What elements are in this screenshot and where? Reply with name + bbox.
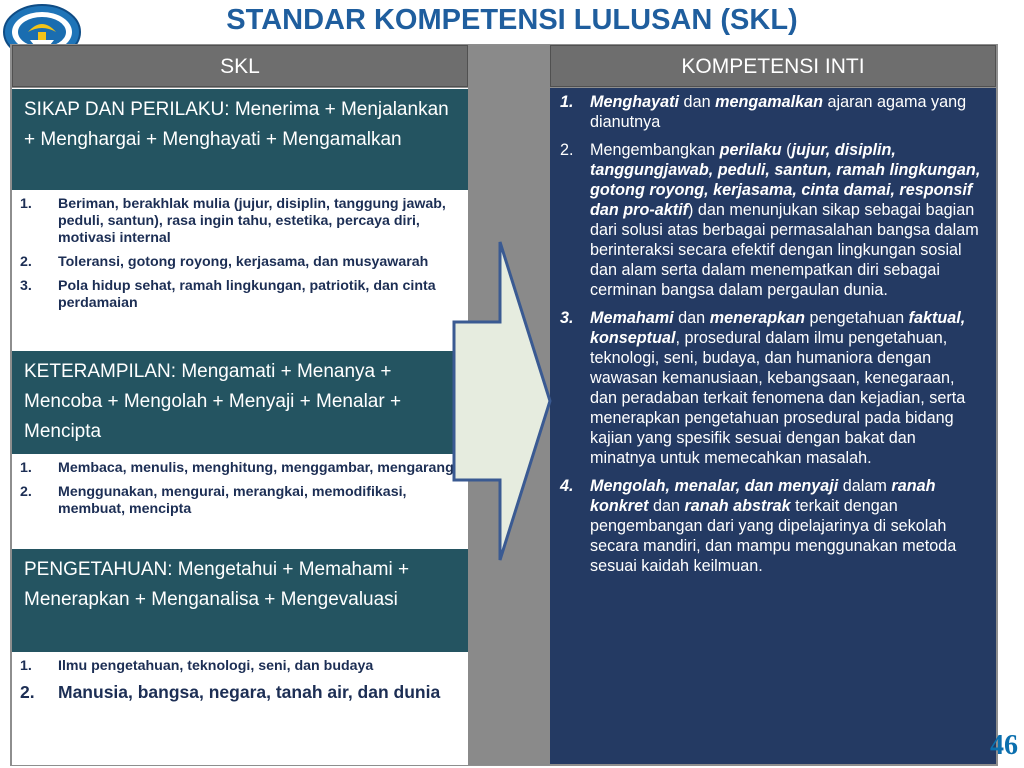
section-sikap-heading: SIKAP DAN PERILAKU: Menerima + Menjalankan + Menghargai + Menghayati + Mengamalkan [12,88,468,190]
ki-item: 4. Mengolah, menalar, dan menyaji dalam ranah konkret dan ranah abstrak terkait dengan pengembangan dari yang dipelajarinya di sekolah secara mandiri, dan mampu menggunakan metoda sesuai kaidah keilmuan. [560,477,957,575]
right-arrow-icon [450,238,554,564]
page-number: 46 [990,730,1018,761]
list-item: 1. Ilmu pengetahuan, teknologi, seni, dan budaya [20,658,374,674]
ki-item: 1. Menghayati dan mengamalkan ajaran agama yang dianutnya [560,93,967,131]
list-item: 1. Membaca, menulis, menghitung, menggambar, mengarang [20,460,454,476]
list-item: 2. Manusia, bangsa, negara, tanah air, dan dunia [20,682,441,702]
list-item: 2. Menggunakan, mengurai, merangkai, memodifikasi, membuat, mencipta [20,484,407,517]
page-title: STANDAR KOMPETENSI LULUSAN (SKL) [226,4,798,36]
section-pengetahuan-list [12,652,468,765]
kompetensi-inti-panel [550,88,996,764]
section-keterampilan-heading: KETERAMPILAN: Mengamati + Menanya + Mencoba + Mengolah + Menyaji + Menalar + Mencipta [12,350,468,454]
section-pengetahuan-heading: PENGETAHUAN: Mengetahui + Memahami + Menerapkan + Menganalisa + Mengevaluasi [12,548,468,652]
section-sikap-list [12,190,468,350]
list-item: 2. Toleransi, gotong royong, kerjasama, dan musyawarah [20,254,429,270]
section-keterampilan-list [12,454,468,548]
header-kompetensi-inti: KOMPETENSI INTI [550,45,996,87]
ki-item: 2. Mengembangkan perilaku (jujur, disiplin, tanggungjawab, peduli, santun, ramah lingkungan, gotong royong, kerjasama, cinta damai, responsif dan pro-aktif) dan menunjukan sikap sebagai bagian dari solusi atas berbagai permasalahan bangsa dalam berinteraksi secara efektif dengan lingkungan sosial dan alam serta dalam menempatkan diri sebagai cerminan bangsa dalam pergaulan dunia. [560,141,981,299]
list-item: 3. Pola hidup sehat, ramah lingkungan, patriotik, dan cinta perdamaian [20,278,436,311]
ki-item: 3. Memahami dan menerapkan pengetahuan faktual, konseptual, prosedural dalam ilmu pengetahuan, teknologi, seni, budaya, dan humaniora dengan wawasan kemanusiaan, kebangsaan, kenegaraan, dan peradaban terkait fenomena dan kejadian, serta menerapkan pengetahuan prosedural pada bidang kajian yang spesifik sesuai dengan bakat dan minatnya untuk memecahkan masalah. [560,309,966,467]
kompetensi-inti-list [560,92,982,576]
header-skl: SKL [12,45,468,87]
list-item: 1. Beriman, berakhlak mulia (jujur, disiplin, tanggung jawab, peduli, santun), rasa ingin tahu, estetika, percaya diri, motivasi internal [20,196,446,246]
